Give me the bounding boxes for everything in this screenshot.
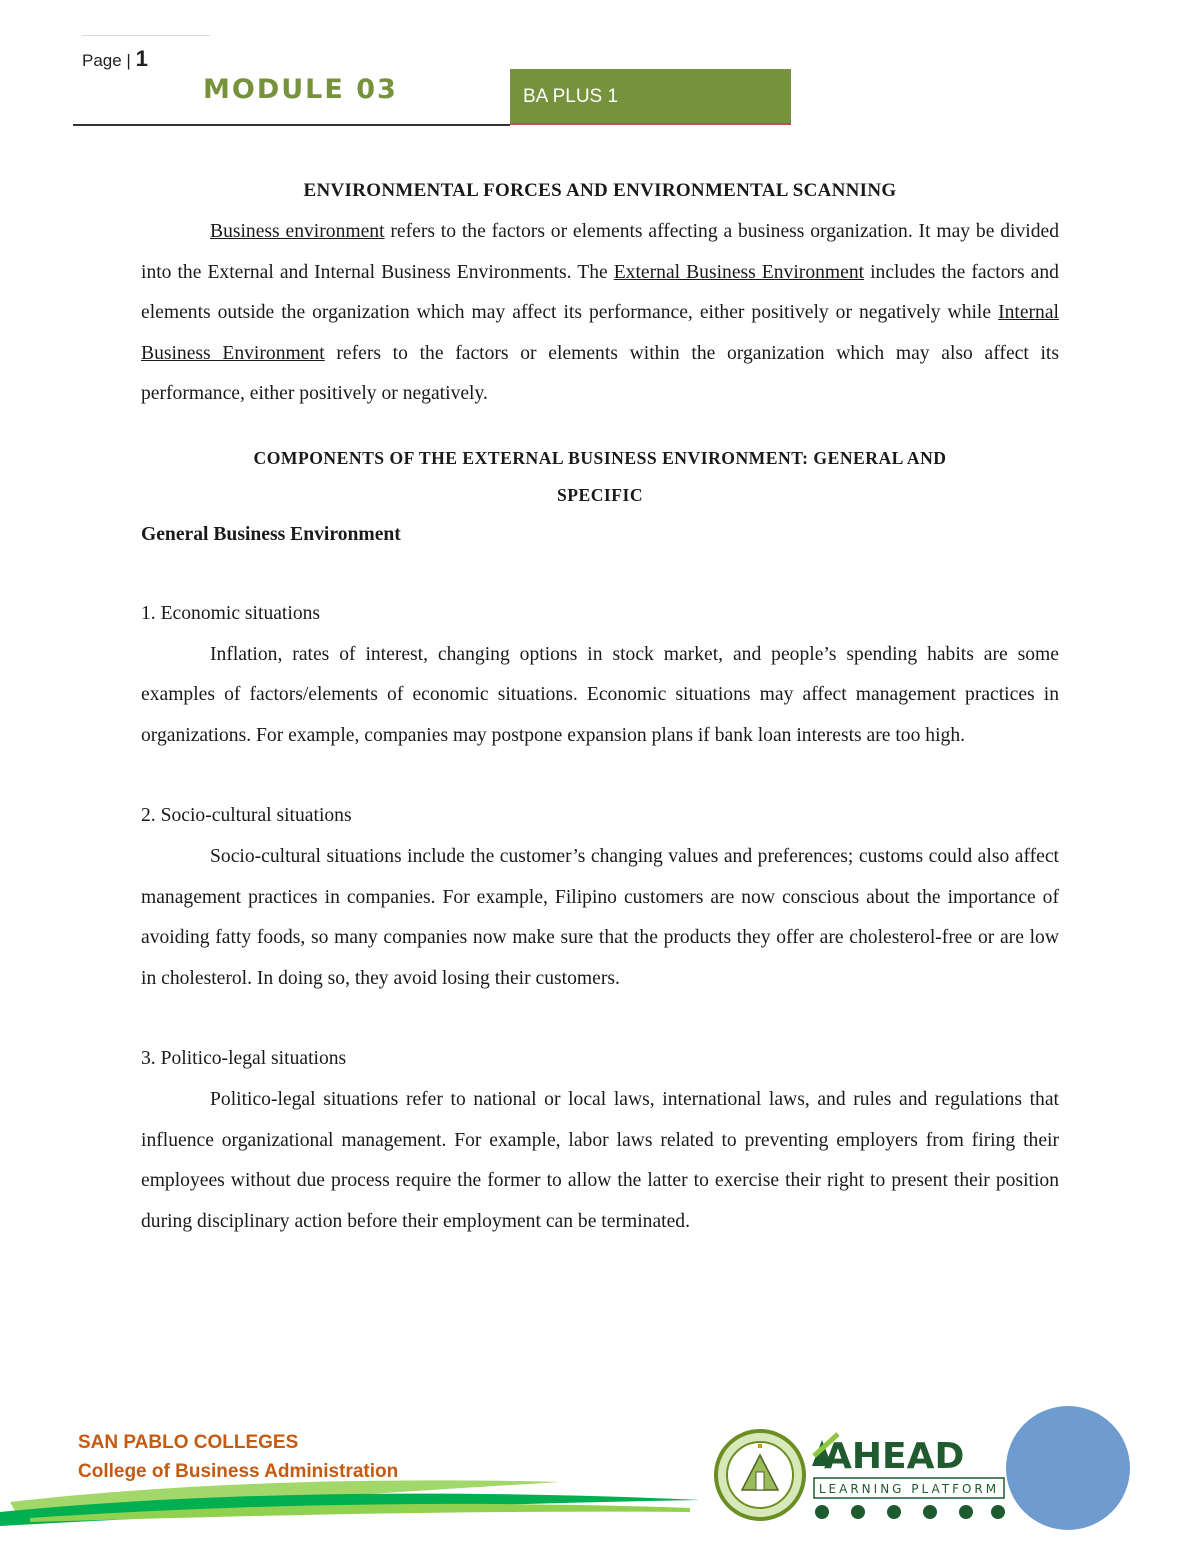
item-heading-economic: 1. Economic situations [141,602,321,624]
term-internal-business-environment: Internal Business Environment [141,302,1059,364]
section-title: General Business Environment [141,523,401,545]
module-title: MODULE 03 [203,74,398,105]
item-body-politico-legal: Politico-legal situations refer to national or local laws, international laws, and rules and regulations that influence organizational management. For example, labor laws related to preventing employers from firing their employees without due process require the former to allow the latter to exercise their right to present their position during disciplinary action before their employment can be terminated. [141,1088,1059,1232]
header-underline [73,124,510,126]
document-body [141,170,1059,1242]
footer-green-swoosh [0,1460,720,1530]
header-top-rule [82,35,210,36]
intro-text-1: refers to the factors or elements affecting a business organization. It may be divided into the External and Internal Business Environments. The [141,221,1060,283]
ahead-learning-platform-logo [808,1430,1008,1530]
school-name: SAN PABLO COLLEGES [78,1432,299,1453]
intro-text-2: includes the factors and elements outside the organization which may affect its performance, either positively or negatively while [141,261,1059,324]
logo-word: AHEAD [824,1436,965,1477]
logo-dot-icon [851,1505,865,1519]
blue-circle-decoration [1006,1406,1130,1530]
item-body-economic: Inflation, rates of interest, changing options in stock market, and people’s spending habits are some examples of factors/elements of economic situations. Economic situations may affect management practices in organizations. For example, companies may postpone expansion plans if bank loan interests are too high. [141,643,1059,746]
item-heading-socio-cultural: 2. Socio-cultural situations [141,805,352,827]
document-title: ENVIRONMENTAL FORCES AND ENVIRONMENTAL SCANNING [303,180,897,201]
components-title: COMPONENTS OF THE EXTERNAL BUSINESS ENVIRONMENT: GENERAL AND [253,447,947,468]
logo-subtitle: LEARNING PLATFORM [818,1482,1000,1496]
page-number [82,46,148,72]
college-seal-icon [712,1420,808,1530]
logo-dot-icon [815,1505,829,1519]
term-external-business-environment: External Business Environment [613,261,865,283]
spacer [141,999,1059,1039]
logo-dot-icon [887,1505,901,1519]
college-name: College of Business Administration [78,1461,399,1482]
spacer [141,556,1059,594]
course-banner [510,69,791,125]
page-number-value: 1 [135,46,148,71]
course-label: BA PLUS 1 [523,86,619,107]
page-label: Page | [82,51,131,70]
intro-text-3: refers to the factors or elements within the organization which may also affect its performance, either positively or negatively. [141,342,1059,405]
spacer [141,756,1059,796]
item-heading-politico-legal: 3. Politico-legal situations [141,1048,347,1070]
components-title-line2: SPECIFIC [556,484,644,505]
item-body-socio-cultural: Socio-cultural situations include the customer’s changing values and preferences; customs could also affect management practices in companies. For example, Filipino customers are now conscious about the importance of avoiding fatty foods, so many companies now make sure that the products they offer are cholesterol-free or are low in cholesterol. In doing so, they avoid losing their customers. [141,845,1059,989]
intro-paragraph [141,212,1059,415]
logo-dot-icon [991,1505,1005,1519]
logo-dot-icon [923,1505,937,1519]
logo-dot-icon [959,1505,973,1519]
term-business-environment: Business environment [210,221,385,242]
